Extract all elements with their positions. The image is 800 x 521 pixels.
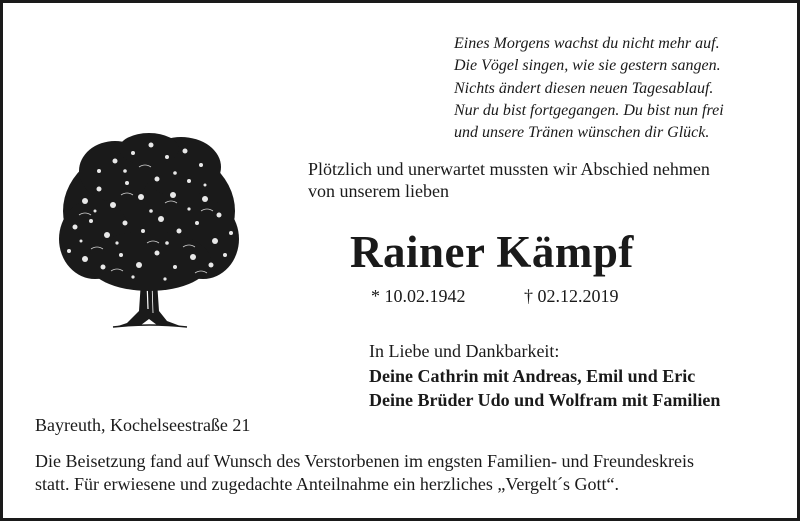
intro-line: Plötzlich und unerwartet mussten wir Abschied nehmen	[308, 159, 710, 179]
death-date: † 02.12.2019	[524, 286, 619, 306]
note-line: Die Beisetzung fand auf Wunsch des Verstorbenen im engsten Familien- und Freundeskreis	[35, 451, 694, 471]
funeral-note	[35, 450, 694, 496]
deciduous-tree-icon	[55, 131, 243, 331]
poem-line: Nichts ändert diesen neuen Tagesablauf.	[454, 79, 714, 97]
intro-text	[308, 158, 710, 202]
mourner-line: Deine Cathrin mit Andreas, Emil und Eric	[369, 366, 696, 386]
poem	[454, 33, 724, 144]
mourners-list	[369, 364, 720, 412]
poem-line: Eines Morgens wachst du nicht mehr auf.	[454, 35, 720, 52]
intro-line: von unserem lieben	[308, 181, 449, 201]
deceased-name: Rainer Kämpf	[350, 227, 634, 277]
poem-line: Die Vögel singen, wie sie gestern sangen.	[454, 57, 721, 75]
mourner-line: Deine Brüder Udo und Wolfram mit Familien	[369, 390, 721, 410]
address: Bayreuth, Kochelseestraße 21	[35, 415, 251, 435]
mourners-intro: In Liebe und Dankbarkeit:	[369, 341, 560, 361]
poem-line: und unsere Tränen wünschen dir Glück.	[454, 124, 710, 142]
note-line: statt. Für erwiesene und zugedachte Anteilnahme ein herzliches „Vergelt´s Gott“.	[35, 474, 619, 494]
birth-date: * 10.02.1942	[371, 286, 466, 306]
poem-line: Nur du bist fortgegangen. Du bist nun frei	[454, 101, 724, 119]
